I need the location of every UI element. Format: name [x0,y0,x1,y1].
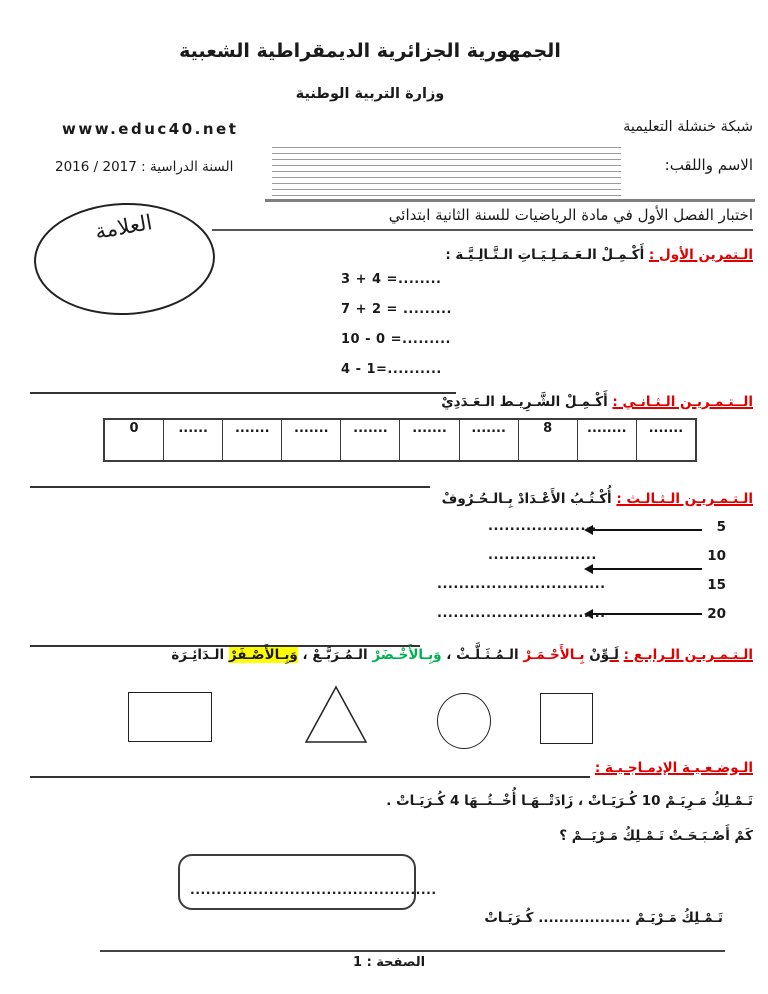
exercise1-label: الـتمرين الأول : [648,247,753,263]
section-divider-integration [30,776,590,778]
ministry-subtitle: وزارة التربية الوطنية [295,86,445,102]
number-15: 15 [707,577,726,593]
exercise1-heading [445,247,753,263]
yellow-word: وَبِـالأَصْـفَرْ [228,647,298,663]
operation-2[interactable]: 7 + 2 = ......... [341,302,452,317]
answer-dots-20[interactable]: ............................... [437,606,606,621]
operation-1[interactable]: 3 + 4 =........ [341,272,442,287]
square-shape[interactable] [540,693,593,744]
exercise3-heading [442,491,753,507]
mark-label: العلامة [93,210,154,244]
strip-cell[interactable]: ....... [400,420,459,460]
left-arrow-icon [584,525,702,535]
circle-word: الـدَائِـرَة [171,647,225,663]
triangle-shape[interactable] [304,685,368,744]
integration-label: الـوضـعـيـة الإدمـاجـيـة : [594,760,753,776]
number-10: 10 [707,548,726,564]
number-strip [103,418,697,462]
exercise1-instruction: أَكْـمِـلْ الـعَـمَـلِـيَـاتِ الـتَّـالِـيَّـة : [445,247,645,263]
name-writing-lines[interactable] [272,147,621,197]
strip-cell[interactable]: ....... [460,420,519,460]
green-word: وَبِـالأَخْـضَرْ [372,647,442,663]
square-word: الـمُـرَبَّـعْ ، [302,647,368,663]
footer-divider [100,950,725,952]
exam-title: اختبار الفصل الأول في مادة الرياضيات للسنة الثانية ابتدائي [388,206,753,224]
strip-cell[interactable]: ...... [164,420,223,460]
section-divider-ex3 [30,486,430,488]
exercise2-instruction: أَكْـمِـلْ الشَّـرِيـط الـعَـدَدِيْ [441,394,608,410]
exercise4-heading [171,647,753,663]
exercise2-heading [441,394,753,410]
website-link[interactable]: www.educ40.net [62,120,239,138]
strip-cell[interactable]: 8 [519,420,578,460]
answer-line[interactable]: تَـمْـلِكُ مَـرْيَـمْ .................. كُـرَيَـاتْ [484,910,723,926]
answer-box-dots[interactable]: ............................................... [190,882,437,897]
strip-cell[interactable]: ....... [648,421,684,436]
exercise2-label: الــتـمـريـن الـثـانـي : [612,394,753,410]
rectangle-shape[interactable] [128,692,212,742]
answer-box[interactable] [178,854,437,910]
strip-cell[interactable]: ........ [578,420,637,460]
operation-3[interactable]: 10 - 0 =......... [341,332,451,347]
mark-ellipse [32,200,217,318]
strip-cell[interactable]: ....... [223,420,282,460]
number-5: 5 [716,519,726,535]
exercise3-instruction: أُكْـتُـبُ الأَعْـدَادْ بِـالـحُـرُوفْ [441,491,612,507]
strip-cell[interactable]: ....... [341,420,400,460]
strip-cell[interactable]: 0 [105,420,164,460]
operation-4[interactable]: 4 - 1=.......... [341,362,442,377]
name-label: الاسم واللقب: [664,156,753,174]
problem-line-1: تَـمْـلِكُ مَـرِيَـمْ 10 كُـرَيَـاتْ ، زَادَتْــهَـا أُخْــتُــهَا 4 كُـرَيَـاتْ . [386,793,753,809]
exercise4-label: الـتـمـريـن الـرابـع : [623,647,753,663]
section-divider-ex2 [30,392,456,394]
exercise3-label: الـتـمـريـن الـثـالـث : [616,491,753,507]
problem-line-2: كَمْ أَصْـبَـحَـتْ تَـمْـلِكُ مَـرْيَــمْ ؟ [559,828,753,844]
answer-dots-5[interactable]: .................... [488,519,597,534]
page-number: الصفحة : 1 [353,955,426,970]
strip-cell[interactable]: ....... [282,420,341,460]
title-underline [212,229,753,231]
number-20: 20 [707,606,726,622]
header-divider [265,199,755,202]
page-title: الجمهورية الجزائرية الديمقراطية الشعبية [179,40,561,62]
school-year: السنة الدراسية : 2017 / 2016 [55,159,234,175]
red-word: بِـالأَحْـمَـرْ [523,647,585,663]
answer-dots-10[interactable]: .................... [488,548,597,563]
answer-dots-15[interactable]: ............................... [437,577,606,592]
triangle-word: الـمُـثَـلَّـثْ ، [446,647,519,663]
left-arrow-icon [584,564,702,574]
network-name: شبكة خنشلة التعليمية [623,119,753,135]
color-word: لَـوِّنْ [589,647,619,663]
integration-heading [595,760,753,776]
circle-shape[interactable] [437,693,491,749]
